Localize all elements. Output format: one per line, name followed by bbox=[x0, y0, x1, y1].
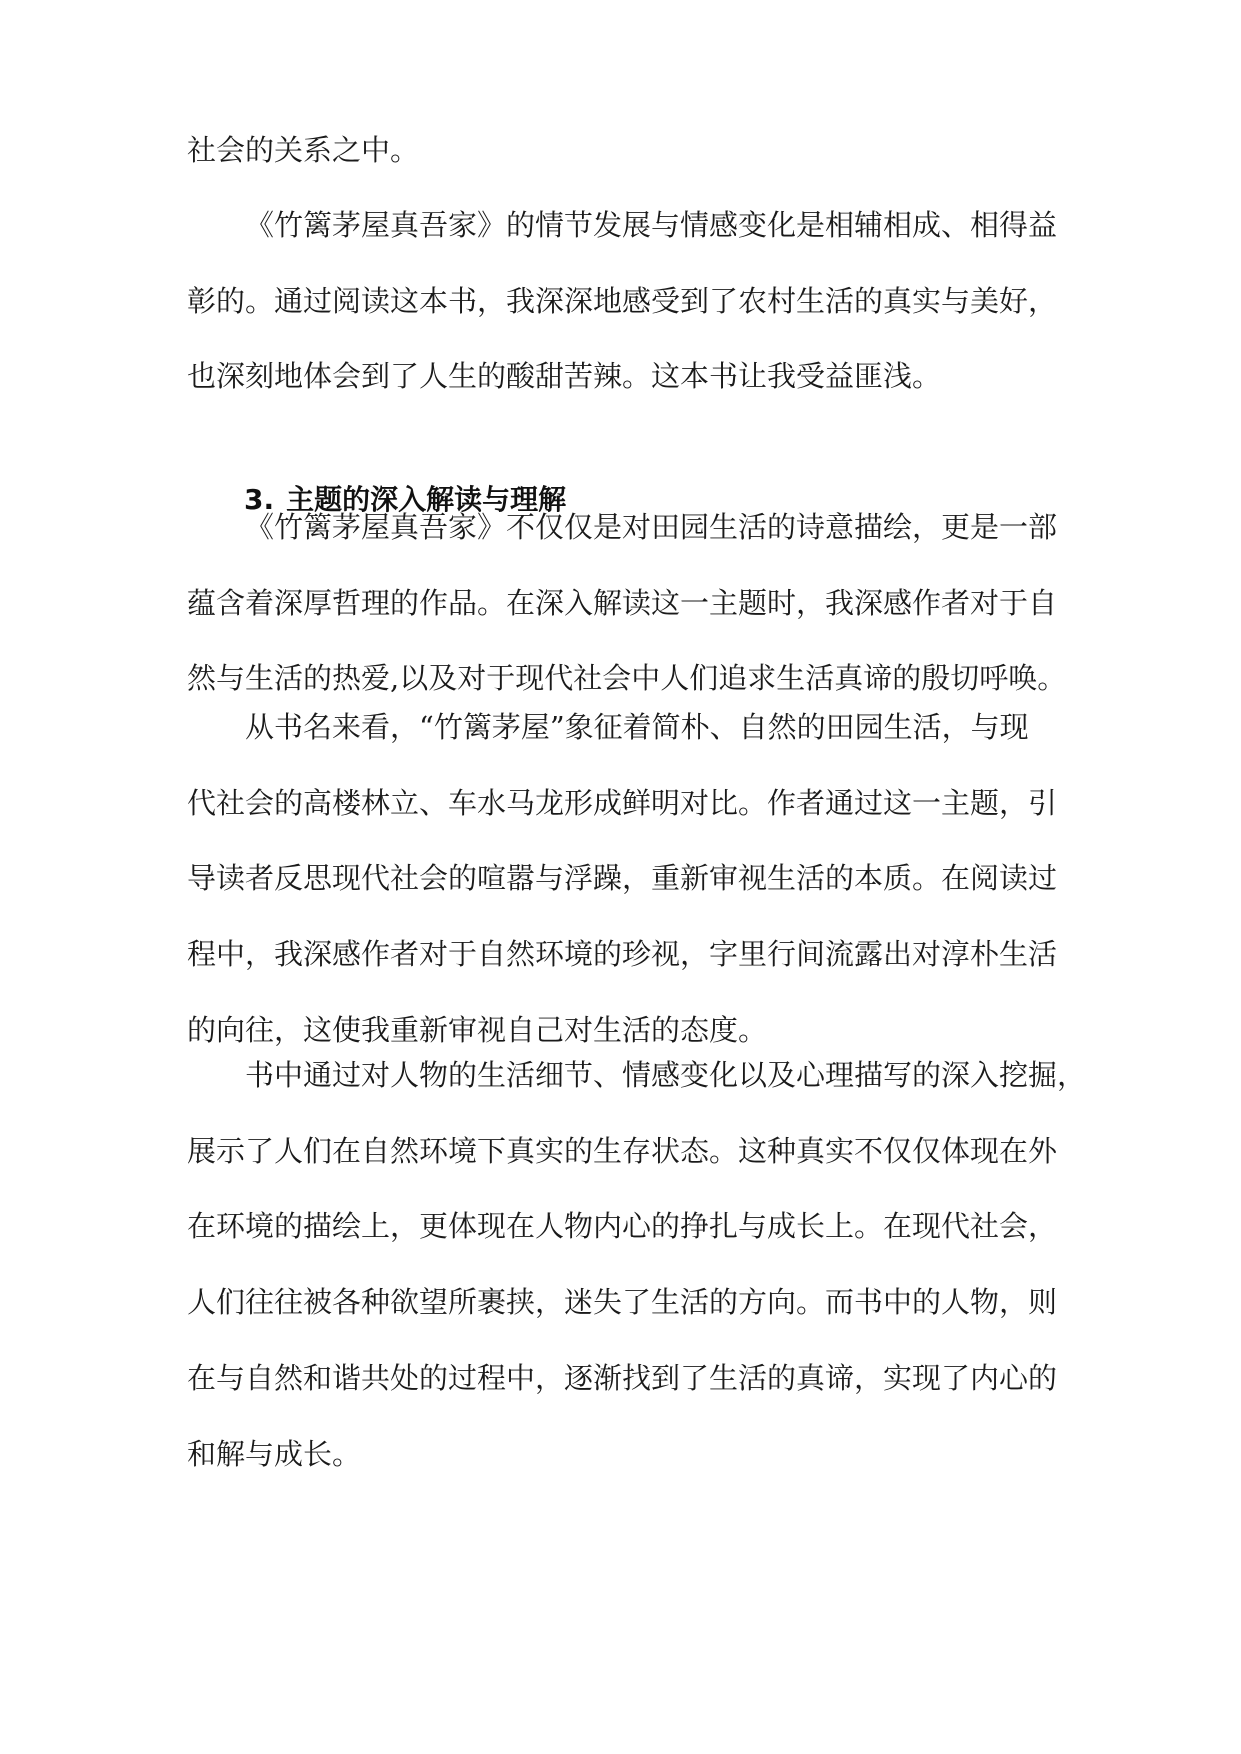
text-line: 程中，我深感作者对于自然环境的珍视，字里行间流露出对淳朴生活 bbox=[187, 937, 1058, 972]
text-line: 蕴含着深厚哲理的作品。在深入解读这一主题时，我深感作者对于自 bbox=[187, 585, 1058, 620]
text-line: 书中通过对人物的生活细节、情感变化以及心理描写的深入挖掘， bbox=[245, 1058, 1087, 1092]
paragraph-theme-intro bbox=[187, 490, 1067, 717]
text-line: 和解与成长。 bbox=[187, 1436, 362, 1471]
text-line: 社会的关系之中。 bbox=[187, 133, 420, 167]
paragraph-continued bbox=[187, 113, 1057, 189]
paragraph-characters bbox=[187, 1038, 1087, 1492]
paragraph-plot-emotion bbox=[187, 188, 1057, 415]
text-line: 从书名来看，“竹篱茅屋”象征着简朴、自然的田园生活，与现 bbox=[245, 710, 1029, 744]
text-line: 在与自然和谐共处的过程中，逐渐找到了生活的真谛，实现了内心的 bbox=[187, 1360, 1058, 1395]
text-line: 然与生活的热爱,以及对于现代社会中人们追求生活真谛的殷切呼唤。 bbox=[187, 661, 1067, 696]
text-line: 彰的。通过阅读这本书，我深深地感受到了农村生活的真实与美好， bbox=[187, 283, 1058, 318]
text-line: 《竹篱茅屋真吾家》不仅仅是对田园生活的诗意描绘，更是一部 bbox=[245, 510, 1058, 544]
text-line: 《竹篱茅屋真吾家》的情节发展与情感变化是相辅相成、相得益 bbox=[245, 208, 1058, 242]
text-line: 的向往，这使我重新审视自己对生活的态度。 bbox=[187, 1012, 768, 1047]
text-line: 在环境的描绘上，更体现在人物内心的挣扎与成长上。在现代社会， bbox=[187, 1209, 1058, 1244]
section-title: 主题的深入解读与理解 bbox=[286, 483, 567, 516]
text-line: 人们往往被各种欲望所裹挟，迷失了生活的方向。而书中的人物，则 bbox=[187, 1285, 1058, 1320]
text-line: 代社会的高楼林立、车水马龙形成鲜明对比。作者通过这一主题，引 bbox=[187, 785, 1058, 820]
section-number: 3. bbox=[244, 483, 275, 516]
paragraph-title-meaning bbox=[187, 690, 1057, 1069]
text-line: 展示了人们在自然环境下真实的生存状态。这种真实不仅仅体现在外 bbox=[187, 1133, 1058, 1168]
text-line: 也深刻地体会到了人生的酸甜苦辣。这本书让我受益匪浅。 bbox=[187, 359, 942, 394]
text-line: 导读者反思现代社会的喧嚣与浮躁，重新审视生活的本质。在阅读过 bbox=[187, 861, 1058, 896]
